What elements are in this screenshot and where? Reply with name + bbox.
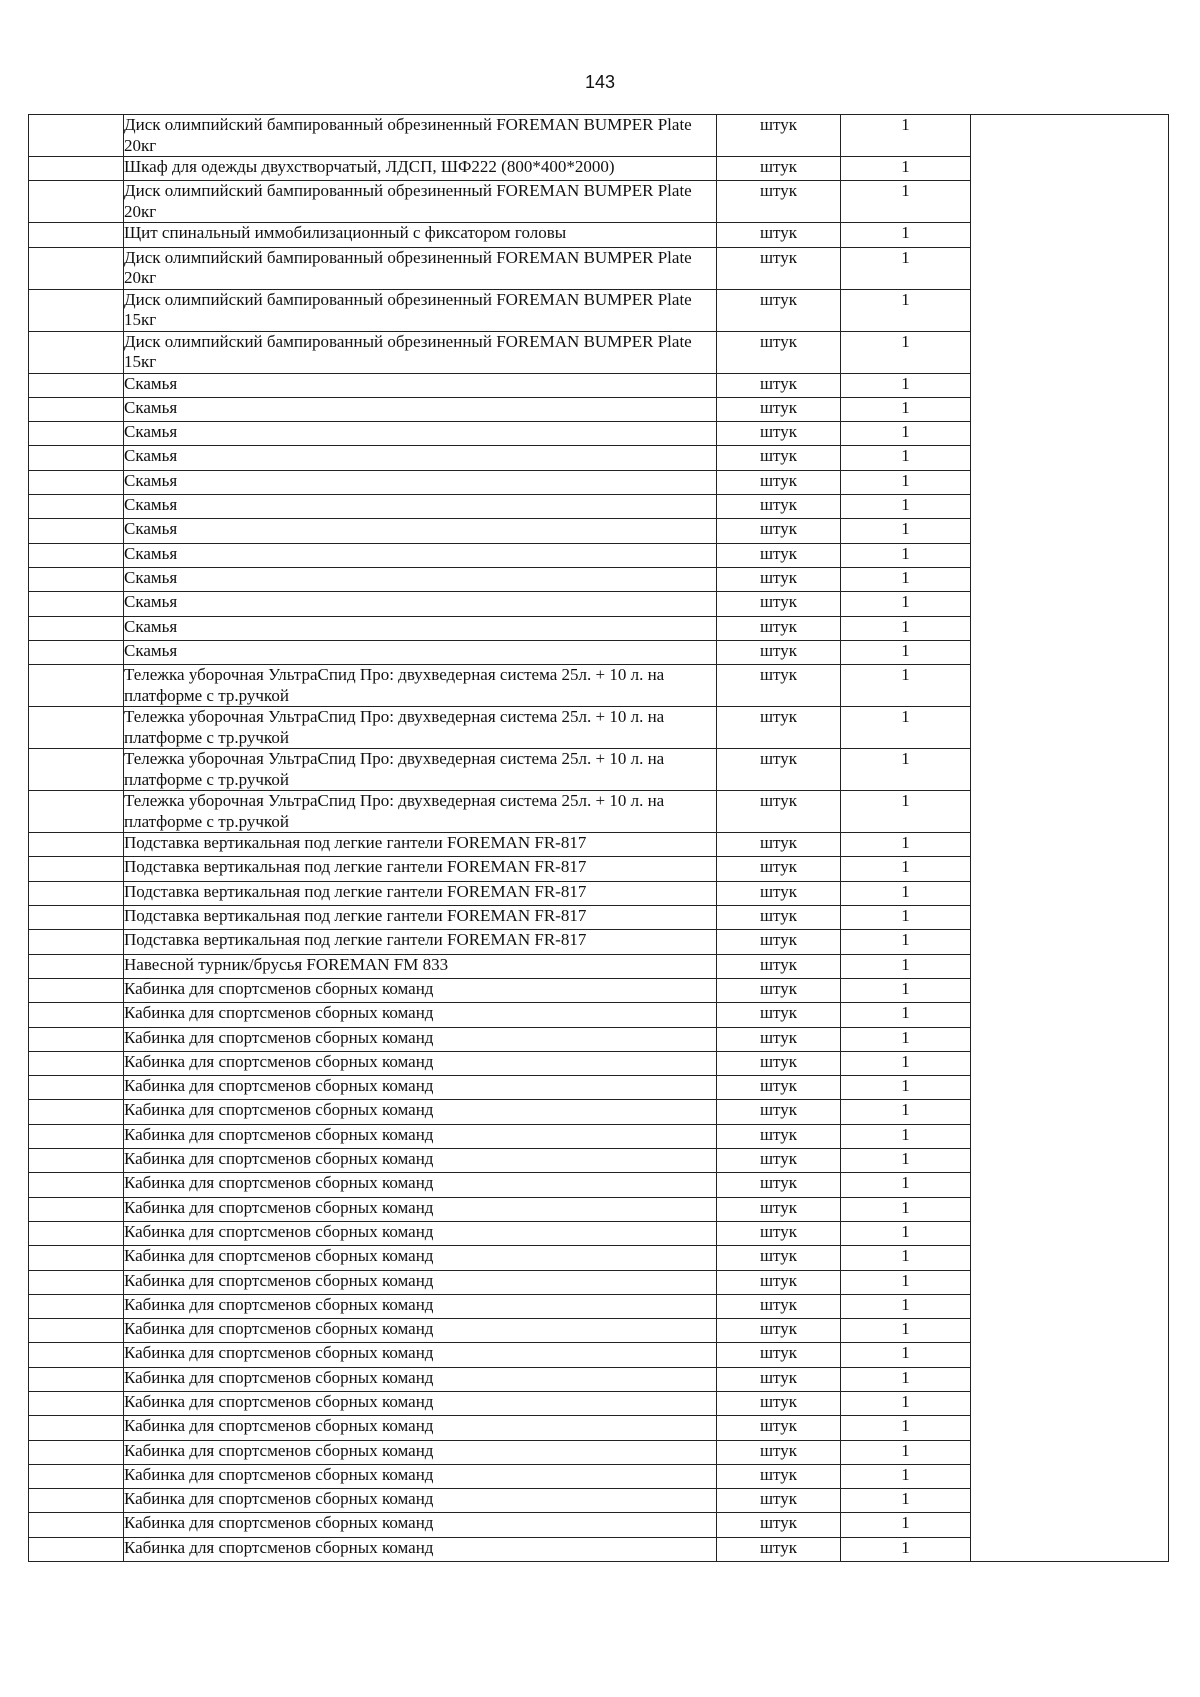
row-number-cell [29, 1319, 124, 1343]
quantity-cell: 1 [841, 791, 971, 833]
unit-cell: штук [717, 519, 841, 543]
quantity-cell: 1 [841, 1416, 971, 1440]
row-number-cell [29, 470, 124, 494]
row-number-cell [29, 397, 124, 421]
row-number-cell [29, 707, 124, 749]
row-number-cell [29, 665, 124, 707]
row-number-cell [29, 1003, 124, 1027]
item-name-cell: Скамья [124, 422, 717, 446]
unit-cell: штук [717, 1416, 841, 1440]
quantity-cell: 1 [841, 1319, 971, 1343]
quantity-cell: 1 [841, 1464, 971, 1488]
inventory-table-body [29, 115, 1169, 1562]
row-number-cell [29, 1051, 124, 1075]
quantity-cell: 1 [841, 833, 971, 857]
row-number-cell [29, 331, 124, 373]
unit-cell: штук [717, 1051, 841, 1075]
unit-cell: штук [717, 1003, 841, 1027]
item-name-cell: Подставка вертикальная под легкие гантели FOREMAN FR-817 [124, 930, 717, 954]
quantity-cell: 1 [841, 1003, 971, 1027]
unit-cell: штук [717, 665, 841, 707]
row-number-cell [29, 1489, 124, 1513]
row-number-cell [29, 1391, 124, 1415]
row-number-cell [29, 543, 124, 567]
row-number-cell [29, 1149, 124, 1173]
item-name-cell: Скамья [124, 495, 717, 519]
item-name-cell: Диск олимпийский бампированный обрезиненный FOREMAN BUMPER Plate 15кг [124, 289, 717, 331]
quantity-cell: 1 [841, 640, 971, 664]
unit-cell: штук [717, 930, 841, 954]
row-number-cell [29, 1100, 124, 1124]
row-number-cell [29, 881, 124, 905]
item-name-cell: Кабинка для спортсменов сборных команд [124, 1100, 717, 1124]
unit-cell: штук [717, 1221, 841, 1245]
quantity-cell: 1 [841, 223, 971, 247]
quantity-cell: 1 [841, 1051, 971, 1075]
unit-cell: штук [717, 1124, 841, 1148]
quantity-cell: 1 [841, 1367, 971, 1391]
unit-cell: штук [717, 954, 841, 978]
item-name-cell: Щит спинальный иммобилизационный с фиксатором головы [124, 223, 717, 247]
item-name-cell: Кабинка для спортсменов сборных команд [124, 978, 717, 1002]
quantity-cell: 1 [841, 115, 971, 157]
row-number-cell [29, 1294, 124, 1318]
item-name-cell: Скамья [124, 567, 717, 591]
item-name-cell: Тележка уборочная УльтраСпид Про: двухведерная система 25л. + 10 л. на платформе с тр.ручкой [124, 707, 717, 749]
row-number-cell [29, 223, 124, 247]
unit-cell: штук [717, 833, 841, 857]
quantity-cell: 1 [841, 1440, 971, 1464]
row-number-cell [29, 1464, 124, 1488]
quantity-cell: 1 [841, 930, 971, 954]
quantity-cell: 1 [841, 543, 971, 567]
unit-cell: штук [717, 791, 841, 833]
item-name-cell: Кабинка для спортсменов сборных команд [124, 1173, 717, 1197]
item-name-cell: Кабинка для спортсменов сборных команд [124, 1513, 717, 1537]
unit-cell: штук [717, 1489, 841, 1513]
unit-cell: штук [717, 470, 841, 494]
item-name-cell: Кабинка для спортсменов сборных команд [124, 1076, 717, 1100]
unit-cell: штук [717, 1197, 841, 1221]
quantity-cell: 1 [841, 616, 971, 640]
row-number-cell [29, 1197, 124, 1221]
unit-cell: штук [717, 1246, 841, 1270]
row-number-cell [29, 1270, 124, 1294]
row-number-cell [29, 616, 124, 640]
row-number-cell [29, 1124, 124, 1148]
item-name-cell: Кабинка для спортсменов сборных команд [124, 1489, 717, 1513]
item-name-cell: Тележка уборочная УльтраСпид Про: двухведерная система 25л. + 10 л. на платформе с тр.ручкой [124, 749, 717, 791]
item-name-cell: Скамья [124, 592, 717, 616]
unit-cell: штук [717, 1367, 841, 1391]
quantity-cell: 1 [841, 1221, 971, 1245]
unit-cell: штук [717, 616, 841, 640]
item-name-cell: Скамья [124, 397, 717, 421]
quantity-cell: 1 [841, 397, 971, 421]
item-name-cell: Навесной турник/брусья FOREMAN FM 833 [124, 954, 717, 978]
item-name-cell: Подставка вертикальная под легкие гантели FOREMAN FR-817 [124, 881, 717, 905]
row-number-cell [29, 1416, 124, 1440]
item-name-cell: Кабинка для спортсменов сборных команд [124, 1416, 717, 1440]
inventory-table [28, 114, 1169, 1562]
row-number-cell [29, 1440, 124, 1464]
unit-cell: штук [717, 289, 841, 331]
item-name-cell: Скамья [124, 519, 717, 543]
item-name-cell: Кабинка для спортсменов сборных команд [124, 1124, 717, 1148]
item-name-cell: Кабинка для спортсменов сборных команд [124, 1440, 717, 1464]
item-name-cell: Кабинка для спортсменов сборных команд [124, 1537, 717, 1561]
unit-cell: штук [717, 906, 841, 930]
unit-cell: штук [717, 247, 841, 289]
item-name-cell: Кабинка для спортсменов сборных команд [124, 1294, 717, 1318]
unit-cell: штук [717, 567, 841, 591]
row-number-cell [29, 857, 124, 881]
unit-cell: штук [717, 1440, 841, 1464]
quantity-cell: 1 [841, 1197, 971, 1221]
quantity-cell: 1 [841, 289, 971, 331]
item-name-cell: Кабинка для спортсменов сборных команд [124, 1464, 717, 1488]
item-name-cell: Скамья [124, 470, 717, 494]
item-name-cell: Диск олимпийский бампированный обрезиненный FOREMAN BUMPER Plate 20кг [124, 247, 717, 289]
row-number-cell [29, 495, 124, 519]
quantity-cell: 1 [841, 331, 971, 373]
unit-cell: штук [717, 223, 841, 247]
row-number-cell [29, 930, 124, 954]
item-name-cell: Кабинка для спортсменов сборных команд [124, 1319, 717, 1343]
item-name-cell: Диск олимпийский бампированный обрезиненный FOREMAN BUMPER Plate 15кг [124, 331, 717, 373]
unit-cell: штук [717, 640, 841, 664]
item-name-cell: Скамья [124, 640, 717, 664]
quantity-cell: 1 [841, 1537, 971, 1561]
item-name-cell: Кабинка для спортсменов сборных команд [124, 1246, 717, 1270]
quantity-cell: 1 [841, 707, 971, 749]
quantity-cell: 1 [841, 1100, 971, 1124]
item-name-cell: Кабинка для спортсменов сборных команд [124, 1343, 717, 1367]
unit-cell: штук [717, 1027, 841, 1051]
unit-cell: штук [717, 446, 841, 470]
item-name-cell: Кабинка для спортсменов сборных команд [124, 1221, 717, 1245]
quantity-cell: 1 [841, 665, 971, 707]
item-name-cell: Подставка вертикальная под легкие гантели FOREMAN FR-817 [124, 833, 717, 857]
quantity-cell: 1 [841, 157, 971, 181]
item-name-cell: Кабинка для спортсменов сборных команд [124, 1003, 717, 1027]
unit-cell: штук [717, 881, 841, 905]
unit-cell: штук [717, 707, 841, 749]
item-name-cell: Скамья [124, 446, 717, 470]
item-name-cell: Скамья [124, 616, 717, 640]
unit-cell: штук [717, 397, 841, 421]
unit-cell: штук [717, 1391, 841, 1415]
quantity-cell: 1 [841, 567, 971, 591]
row-number-cell [29, 1173, 124, 1197]
row-number-cell [29, 567, 124, 591]
quantity-cell: 1 [841, 1270, 971, 1294]
item-name-cell: Кабинка для спортсменов сборных команд [124, 1197, 717, 1221]
row-number-cell [29, 749, 124, 791]
item-name-cell: Подставка вертикальная под легкие гантели FOREMAN FR-817 [124, 906, 717, 930]
quantity-cell: 1 [841, 1124, 971, 1148]
quantity-cell: 1 [841, 422, 971, 446]
quantity-cell: 1 [841, 446, 971, 470]
unit-cell: штук [717, 543, 841, 567]
item-name-cell: Скамья [124, 543, 717, 567]
row-number-cell [29, 1513, 124, 1537]
row-number-cell [29, 181, 124, 223]
row-number-cell [29, 115, 124, 157]
quantity-cell: 1 [841, 857, 971, 881]
quantity-cell: 1 [841, 881, 971, 905]
row-number-cell [29, 446, 124, 470]
quantity-cell: 1 [841, 749, 971, 791]
item-name-cell: Диск олимпийский бампированный обрезиненный FOREMAN BUMPER Plate 20кг [124, 181, 717, 223]
unit-cell: штук [717, 978, 841, 1002]
item-name-cell: Диск олимпийский бампированный обрезиненный FOREMAN BUMPER Plate 20кг [124, 115, 717, 157]
unit-cell: штук [717, 1319, 841, 1343]
item-name-cell: Шкаф для одежды двухстворчатый, ЛДСП, ШФ222 (800*400*2000) [124, 157, 717, 181]
table-row [29, 115, 1169, 157]
row-number-cell [29, 289, 124, 331]
unit-cell: штук [717, 373, 841, 397]
row-number-cell [29, 373, 124, 397]
row-number-cell [29, 1343, 124, 1367]
unit-cell: штук [717, 1513, 841, 1537]
row-number-cell [29, 1367, 124, 1391]
quantity-cell: 1 [841, 954, 971, 978]
row-number-cell [29, 519, 124, 543]
row-number-cell [29, 978, 124, 1002]
quantity-cell: 1 [841, 1513, 971, 1537]
quantity-cell: 1 [841, 1027, 971, 1051]
unit-cell: штук [717, 749, 841, 791]
unit-cell: штук [717, 1270, 841, 1294]
row-number-cell [29, 640, 124, 664]
quantity-cell: 1 [841, 247, 971, 289]
item-name-cell: Скамья [124, 373, 717, 397]
unit-cell: штук [717, 422, 841, 446]
quantity-cell: 1 [841, 1391, 971, 1415]
quantity-cell: 1 [841, 1294, 971, 1318]
row-number-cell [29, 247, 124, 289]
unit-cell: штук [717, 1343, 841, 1367]
page-number: 143 [584, 72, 616, 92]
item-name-cell: Кабинка для спортсменов сборных команд [124, 1367, 717, 1391]
unit-cell: штук [717, 181, 841, 223]
unit-cell: штук [717, 157, 841, 181]
unit-cell: штук [717, 857, 841, 881]
quantity-cell: 1 [841, 978, 971, 1002]
quantity-cell: 1 [841, 1173, 971, 1197]
item-name-cell: Кабинка для спортсменов сборных команд [124, 1027, 717, 1051]
row-number-cell [29, 791, 124, 833]
notes-cell [971, 115, 1169, 1562]
unit-cell: штук [717, 1537, 841, 1561]
unit-cell: штук [717, 495, 841, 519]
unit-cell: штук [717, 1100, 841, 1124]
quantity-cell: 1 [841, 592, 971, 616]
row-number-cell [29, 1221, 124, 1245]
row-number-cell [29, 1076, 124, 1100]
quantity-cell: 1 [841, 1489, 971, 1513]
quantity-cell: 1 [841, 1343, 971, 1367]
quantity-cell: 1 [841, 1149, 971, 1173]
item-name-cell: Тележка уборочная УльтраСпид Про: двухведерная система 25л. + 10 л. на платформе с тр.ручкой [124, 665, 717, 707]
quantity-cell: 1 [841, 519, 971, 543]
unit-cell: штук [717, 1464, 841, 1488]
quantity-cell: 1 [841, 1246, 971, 1270]
row-number-cell [29, 954, 124, 978]
row-number-cell [29, 157, 124, 181]
item-name-cell: Кабинка для спортсменов сборных команд [124, 1051, 717, 1075]
quantity-cell: 1 [841, 373, 971, 397]
row-number-cell [29, 422, 124, 446]
unit-cell: штук [717, 592, 841, 616]
unit-cell: штук [717, 331, 841, 373]
item-name-cell: Кабинка для спортсменов сборных команд [124, 1391, 717, 1415]
row-number-cell [29, 1027, 124, 1051]
item-name-cell: Подставка вертикальная под легкие гантели FOREMAN FR-817 [124, 857, 717, 881]
quantity-cell: 1 [841, 181, 971, 223]
item-name-cell: Кабинка для спортсменов сборных команд [124, 1270, 717, 1294]
item-name-cell: Тележка уборочная УльтраСпид Про: двухведерная система 25л. + 10 л. на платформе с тр.ручкой [124, 791, 717, 833]
row-number-cell [29, 906, 124, 930]
unit-cell: штук [717, 115, 841, 157]
row-number-cell [29, 1537, 124, 1561]
quantity-cell: 1 [841, 1076, 971, 1100]
row-number-cell [29, 1246, 124, 1270]
item-name-cell: Кабинка для спортсменов сборных команд [124, 1149, 717, 1173]
quantity-cell: 1 [841, 906, 971, 930]
row-number-cell [29, 592, 124, 616]
unit-cell: штук [717, 1173, 841, 1197]
unit-cell: штук [717, 1076, 841, 1100]
quantity-cell: 1 [841, 495, 971, 519]
row-number-cell [29, 833, 124, 857]
quantity-cell: 1 [841, 470, 971, 494]
unit-cell: штук [717, 1294, 841, 1318]
unit-cell: штук [717, 1149, 841, 1173]
